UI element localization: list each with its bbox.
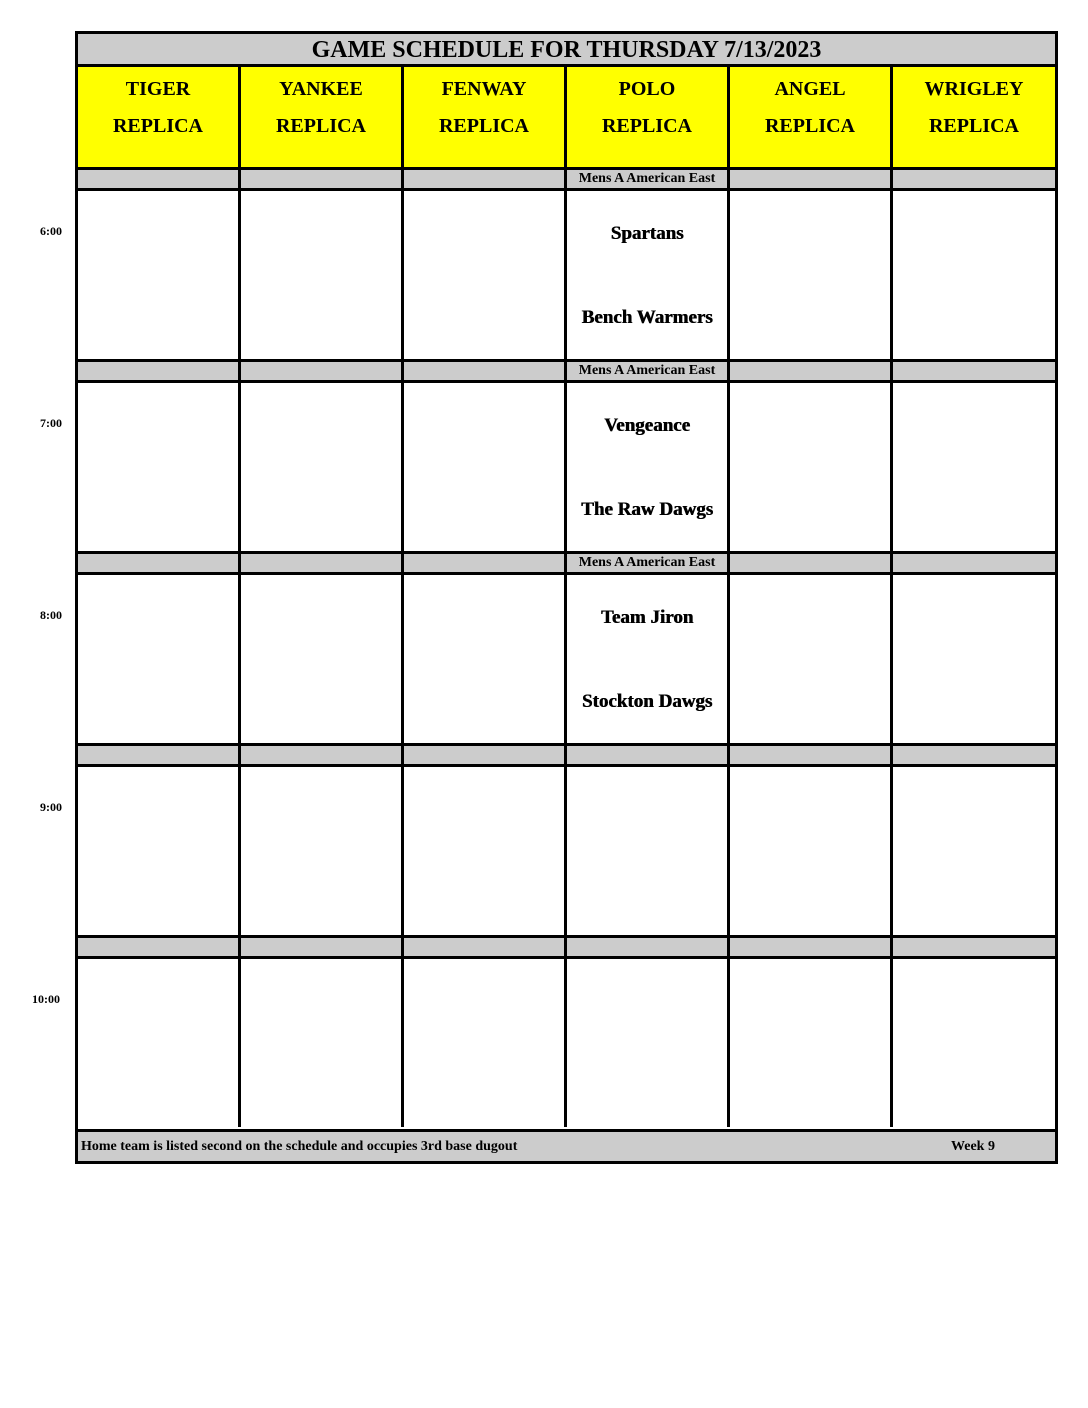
time-label: 8:00: [40, 608, 62, 622]
home-team: The Raw Dawgs: [581, 499, 713, 520]
division-band-angel: [730, 743, 893, 767]
game-cell-fenway: [404, 959, 567, 1127]
division-band-wrigley: [893, 167, 1055, 191]
game-cell-fenway: [404, 575, 567, 743]
division-band-wrigley: [893, 935, 1055, 959]
time-label: 7:00: [40, 416, 62, 430]
away-team: Team Jiron: [600, 607, 694, 628]
field-subtitle: REPLICA: [601, 115, 692, 137]
field-subtitle: REPLICA: [275, 115, 366, 137]
game-cell-wrigley: [893, 191, 1055, 359]
game-cell-tiger: [78, 191, 241, 359]
game-cell-polo: [567, 575, 730, 743]
home-team: Bench Warmers: [581, 307, 713, 328]
game-cell-fenway: [404, 383, 567, 551]
division-band-tiger: [78, 359, 241, 383]
field-name: POLO: [618, 78, 676, 100]
division-band-tiger: [78, 551, 241, 575]
division-band-fenway: [404, 935, 567, 959]
division-band-angel: [730, 551, 893, 575]
field-name: ANGEL: [774, 78, 846, 100]
field-header-angel: [730, 67, 893, 167]
field-name: YANKEE: [279, 78, 363, 100]
division-band-fenway: [404, 167, 567, 191]
home-team-note: Home team is listed second on the schedule and occupies 3rd base dugout: [81, 1139, 518, 1154]
time-label: 9:00: [40, 800, 62, 814]
game-cell-tiger: [78, 383, 241, 551]
field-name: WRIGLEY: [924, 78, 1024, 100]
division-band-wrigley: [893, 359, 1055, 383]
game-cell-angel: [730, 767, 893, 935]
game-cell-tiger: [78, 767, 241, 935]
schedule-title: GAME SCHEDULE FOR THURSDAY 7/13/2023: [78, 34, 1055, 67]
field-name: FENWAY: [441, 78, 527, 100]
game-cell-wrigley: [893, 575, 1055, 743]
field-header-polo: [567, 67, 730, 167]
game-cell-fenway: [404, 767, 567, 935]
game-cell-fenway: [404, 191, 567, 359]
division-band-yankee: [241, 551, 404, 575]
away-team: Spartans: [610, 223, 684, 244]
division-band-fenway: [404, 359, 567, 383]
division-band-fenway: [404, 743, 567, 767]
away-team: Vengeance: [604, 415, 690, 436]
division-band-yankee: [241, 743, 404, 767]
field-header-tiger: [78, 67, 241, 167]
field-subtitle: REPLICA: [112, 115, 203, 137]
division-band-wrigley: [893, 743, 1055, 767]
game-cell-polo: [567, 767, 730, 935]
division-band-angel: [730, 167, 893, 191]
division-band-tiger: [78, 167, 241, 191]
game-cell-polo: [567, 383, 730, 551]
division-band-angel: [730, 359, 893, 383]
game-cell-yankee: [241, 575, 404, 743]
division-band-angel: [730, 935, 893, 959]
division-band-yankee: [241, 167, 404, 191]
game-cell-tiger: [78, 959, 241, 1127]
game-cell-angel: [730, 191, 893, 359]
game-cell-yankee: [241, 767, 404, 935]
division-label: Mens A American East: [578, 555, 716, 570]
field-header-yankee: [241, 67, 404, 167]
game-cell-yankee: [241, 191, 404, 359]
time-label: 10:00: [32, 992, 60, 1006]
division-band-polo: [567, 167, 730, 191]
game-cell-tiger: [78, 575, 241, 743]
game-cell-polo: [567, 959, 730, 1127]
division-label: Mens A American East: [578, 363, 716, 378]
division-band-polo: [567, 551, 730, 575]
division-band-yankee: [241, 935, 404, 959]
game-cell-wrigley: [893, 959, 1055, 1127]
division-band-tiger: [78, 935, 241, 959]
division-band-wrigley: [893, 551, 1055, 575]
field-subtitle: REPLICA: [764, 115, 855, 137]
schedule-sheet: [75, 31, 1058, 1164]
field-subtitle: REPLICA: [438, 115, 529, 137]
division-band-yankee: [241, 359, 404, 383]
game-cell-angel: [730, 959, 893, 1127]
division-band-polo: [567, 935, 730, 959]
division-band-fenway: [404, 551, 567, 575]
week-label: Week 9: [951, 1139, 995, 1154]
field-header-wrigley: [893, 67, 1055, 167]
game-cell-wrigley: [893, 383, 1055, 551]
field-header-fenway: [404, 67, 567, 167]
game-cell-yankee: [241, 959, 404, 1127]
division-band-polo: [567, 359, 730, 383]
game-cell-angel: [730, 383, 893, 551]
game-cell-polo: [567, 191, 730, 359]
division-label: Mens A American East: [578, 171, 716, 186]
home-team: Stockton Dawgs: [581, 691, 713, 712]
game-cell-yankee: [241, 383, 404, 551]
schedule-footer: [78, 1129, 1055, 1161]
field-subtitle: REPLICA: [928, 115, 1019, 137]
division-band-polo: [567, 743, 730, 767]
game-cell-angel: [730, 575, 893, 743]
game-cell-wrigley: [893, 767, 1055, 935]
time-label: 6:00: [40, 224, 62, 238]
field-name: TIGER: [125, 78, 191, 100]
division-band-tiger: [78, 743, 241, 767]
